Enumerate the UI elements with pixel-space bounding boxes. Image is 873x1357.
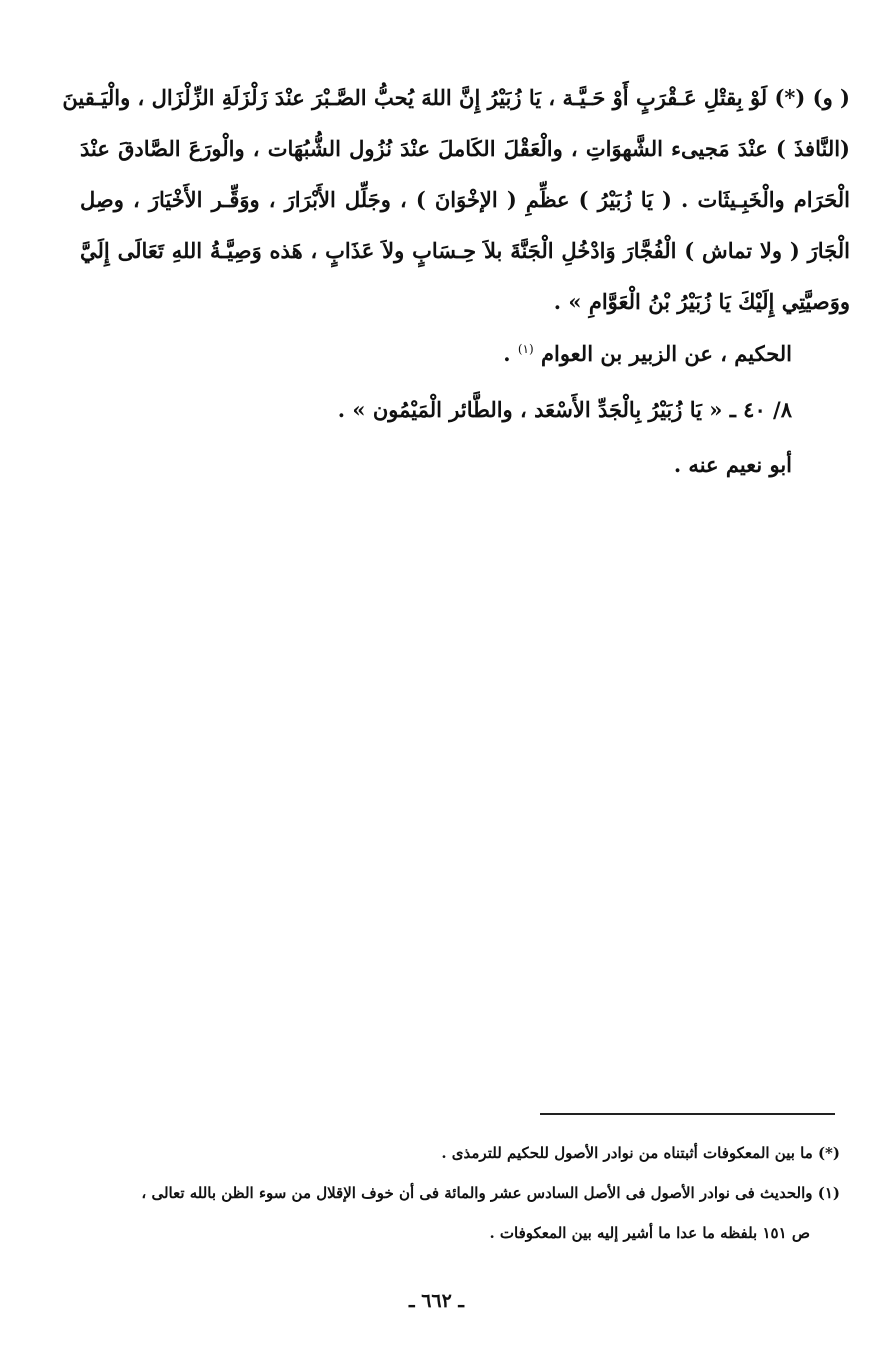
- source-attribution-2: [90, 452, 850, 477]
- hadith-line-2: (النَّافذَ ) عنْدَ مَجيىء الشَّهوَاتِ ، والْعَقْلَ الكَاملَ عنْدَ نُزُول الشُّبُهَات ، والْورَعَ الصَّادقَ عنْدَ: [80, 136, 850, 161]
- footnote-divider: [540, 1113, 835, 1115]
- source-1-end: .: [503, 341, 511, 366]
- hadith-line-4: الْجَارَ ( ولا تماش ) الْفُجَّارَ وَادْخُلِ الْجَنَّةَ بلاَ حِـسَابٍ ولاَ عَذَابٍ ، هَذه وَصِيَّـةُ اللهِ تَعَالَى إِلَيَّ: [80, 238, 850, 263]
- hadith-8-40-text: ٨/ ٤٠ ـ « يَا زُبَيْرُ بِالْجَدِّ الأَسْعَد ، والطَّائر الْمَيْمُون » .: [337, 397, 792, 422]
- source-attribution-1: [90, 341, 850, 366]
- source-2-text: أبو نعيم عنه .: [673, 452, 792, 477]
- footnote-1-line-2: ص ١٥١ بلفظه ما عدا ما أشير إليه بين المعكوفات .: [489, 1224, 810, 1242]
- hadith-8-40: [90, 397, 850, 422]
- source-1-text: الحكيم ، عن الزبير بن العوام: [540, 341, 792, 366]
- page-number: ـ ٦٦٢ ـ: [409, 1290, 464, 1312]
- hadith-line-5: ووَصيَّتِي إِلَيْكَ يَا زُبَيْرُ بْنُ الْعَوَّامِ » .: [553, 289, 850, 314]
- footnotes-block: [70, 1133, 840, 1253]
- hadith-line-1: ( و) (*) لَوْ بِقتْلِ عَـقْرَبٍ أَوْ حَـيَّـة ، يَا زُبَيْرُ إِنَّ اللهَ يُحبُّ الصَّـبْرَ عنْدَ زَلْزَلَةِ الزِّلْزَال ، والْيَـقينَ: [62, 85, 850, 110]
- hadith-text-block: [62, 72, 850, 327]
- footnote-star: (*) ما بين المعكوفات أثبتناه من نوادر الأصول للحكيم للترمذى .: [441, 1144, 840, 1162]
- footnote-ref-1: (١): [517, 342, 534, 356]
- footnote-1-line-1: (١) والحديث فى نوادر الأصول فى الأصل السادس عشر والمائة فى أن خوف الإقلال من سوء الظن بالله تعالى ،: [141, 1184, 840, 1202]
- hadith-line-3: الْحَرَام والْخَبِـيثَات . ( يَا زُبَيْرُ ) عظِّمِ ( الإخْوَانَ ) ، وجَلِّل الأَبْرَارَ ، ووَقِّـر الأَخْيَارَ ، وصِل: [80, 187, 850, 212]
